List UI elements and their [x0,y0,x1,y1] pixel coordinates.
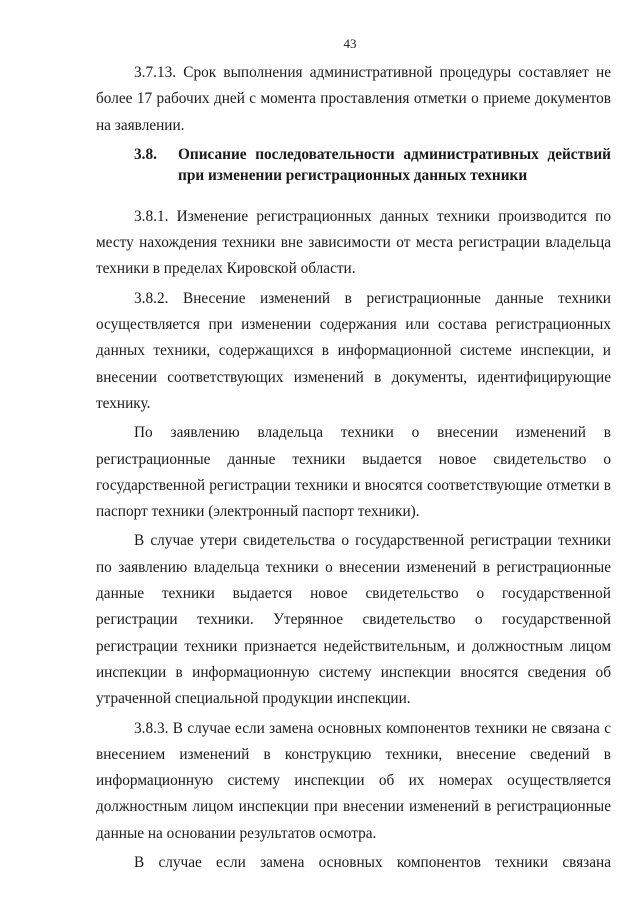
paragraph-3-8-1: 3.8.1. Изменение регистрационных данных техники производится по месту нахождения техники вне зависимости от места регистрации владельца техники в пределах Кировской области. [96,207,611,278]
section-heading [96,144,611,186]
paragraph-3-8-2: 3.8.2. Внесение изменений в регистрационные данные техники осуществляется при изменении содержания или состава регистрационных данных техники, содержащихся в информационной системе инспекции, и внесении соответствующих изменений в документы, идентифицирующие технику. [96,289,611,412]
document-body [96,60,611,879]
paragraph-3-8-3: 3.8.3. В случае если замена основных компонентов техники не связана с внесением изменений в конструкцию техники, внесение сведений в информационную систему инспекции об их номерах осуществляется должностным лицом инспекции при внесении изменений в регистрационные данные на основании результатов осмотра. [96,719,611,842]
section-number: 3.8. [134,145,157,163]
paragraph-3-7-13: 3.7.13. Срок выполнения административной процедуры составляет не более 17 рабочих дней с момента проставления отметки о приеме документов на заявлении. [96,64,611,134]
paragraph-new-certificate: По заявлению владельца техники о внесении изменений в регистрационные данные техники выдается новое свидетельство о государственной регистрации техники и вносятся соответствующие отметки в паспорт техники (электронный паспорт техники). [96,424,611,521]
section-title: Описание последовательности административных действий при изменении регистрационных данных техники [178,145,611,184]
paragraph-lost-certificate: В случае утери свидетельства о государственной регистрации техники по заявлению владельца техники о внесении изменений в регистрационные данные техники выдается новое свидетельство о государственной регистрации техники. Утерянное свидетельство о государственной регистрации техники признается недействительным, и должностным лицом инспекции в информационную систему инспекции вносятся сведения об утраченной специальной продукции инспекции. [96,532,611,708]
page-number: 43 [343,36,357,51]
paragraph-components-replacement: В случае если замена основных компонентов техники связана [134,854,611,872]
